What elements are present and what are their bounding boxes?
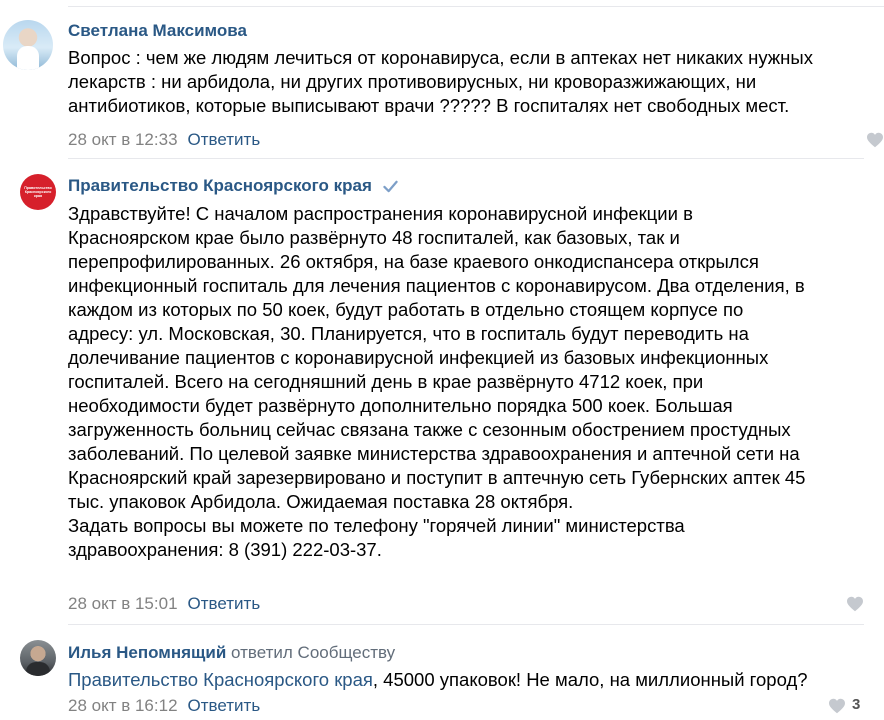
heart-icon[interactable] (828, 698, 846, 714)
comment-text-line: инфекционный госпиталь для лечения пациентов с коронавирусом. Два отделения, в (68, 275, 805, 296)
reply-button[interactable]: Ответить (187, 130, 261, 149)
comment-meta (68, 594, 260, 614)
avatar[interactable] (20, 174, 56, 210)
comment-text-line: необходимости будет развёрнуто дополнительно порядка 500 коек. Большая (68, 395, 733, 416)
avatar-figure (17, 46, 39, 70)
comment-meta (68, 130, 260, 150)
comment-time[interactable]: 28 окт в 16:12 (68, 696, 178, 715)
comment-author[interactable]: Светлана Максимова (68, 21, 247, 40)
comment-text-line: Красноярском крае было развёрнуто 48 госпиталей, как базовых, так и (68, 227, 680, 248)
comment-time[interactable]: 28 окт в 15:01 (68, 594, 178, 613)
heart-icon[interactable] (866, 132, 884, 148)
heart-icon[interactable] (846, 596, 864, 612)
reply-button[interactable]: Ответить (187, 696, 261, 715)
comment-text-line: здравоохранения: 8 (391) 222-03-37. (68, 539, 382, 560)
avatar[interactable] (3, 20, 53, 70)
comment-text-line: Здравствуйте! С началом распространения коронавирусной инфекции в (68, 203, 693, 224)
mention-link[interactable]: Правительство Красноярского края (68, 669, 373, 690)
comment-text-line: госпиталей. Всего на сегодняшний день в крае развёрнуто 4712 коек, при (68, 371, 704, 392)
avatar[interactable] (20, 640, 56, 676)
comment-text-line: адресу: ул. Московская, 30. Планируется, что в госпиталь будут переводить на (68, 323, 749, 344)
comment-meta (68, 696, 260, 716)
comment-text-line: Красноярский край зарезервировано и поступит в аптечную сеть Губернских аптек 45 (68, 467, 806, 488)
comment-text-line: каждом из которых по 50 коек, будут работать в отдельно стоящем корпусе по (68, 299, 744, 320)
comment-text-line: долечивание пациентов с коронавирусной инфекцией из базовых инфекционных (68, 347, 769, 368)
like-count: 3 (852, 696, 861, 713)
comment-text-line: лекарств : ни арбидола, ни других противовирусных, ни кроворазжижающих, ни (68, 71, 757, 92)
comment-1 (0, 0, 884, 160)
comment-3 (0, 626, 884, 720)
comment-text-line: Задать вопросы вы можете по телефону "горячей линии" министерства (68, 515, 685, 536)
avatar-figure (26, 662, 50, 676)
comment-text-line: тыс. упаковок Арбидола. Ожидаемая поставка 28 октября. (68, 491, 574, 512)
comment-text-line: заболеваний. По целевой заявке министерства здравоохранения и аптечной сети на (68, 443, 800, 464)
author-name[interactable]: Илья Непомнящий (68, 643, 227, 662)
comment-text-line: Вопрос : чем же людям лечиться от коронавируса, если в аптеках нет никаких нужных (68, 47, 813, 68)
comment-author[interactable] (68, 176, 398, 196)
comment-divider (68, 158, 864, 159)
comment-text-line: загруженность больниц сейчас связана также с сезонным обострением простудных (68, 419, 791, 440)
reply-button[interactable]: Ответить (187, 594, 261, 613)
author-name[interactable]: Правительство Красноярского края (68, 176, 372, 195)
comment-2 (0, 160, 884, 625)
comment-text-line: антибиотиков, которые выписывают врачи ????? В госпиталях нет свободных мест. (68, 95, 790, 116)
comment-text-line: перепрофилированных. 26 октября, на базе краевого онкодиспансера открылся (68, 251, 759, 272)
avatar-logo-text: Правительство Красноярского края (24, 186, 52, 199)
comment-text: , 45000 упаковок! Не мало, на миллионный город? (372, 669, 808, 690)
comment-time[interactable]: 28 окт в 12:33 (68, 130, 178, 149)
comment-author[interactable] (68, 643, 395, 663)
comment-divider (68, 624, 864, 625)
replied-to-label[interactable]: ответил Сообществу (231, 643, 396, 662)
comment-text-line (68, 668, 808, 692)
checkmark-icon (383, 180, 398, 193)
